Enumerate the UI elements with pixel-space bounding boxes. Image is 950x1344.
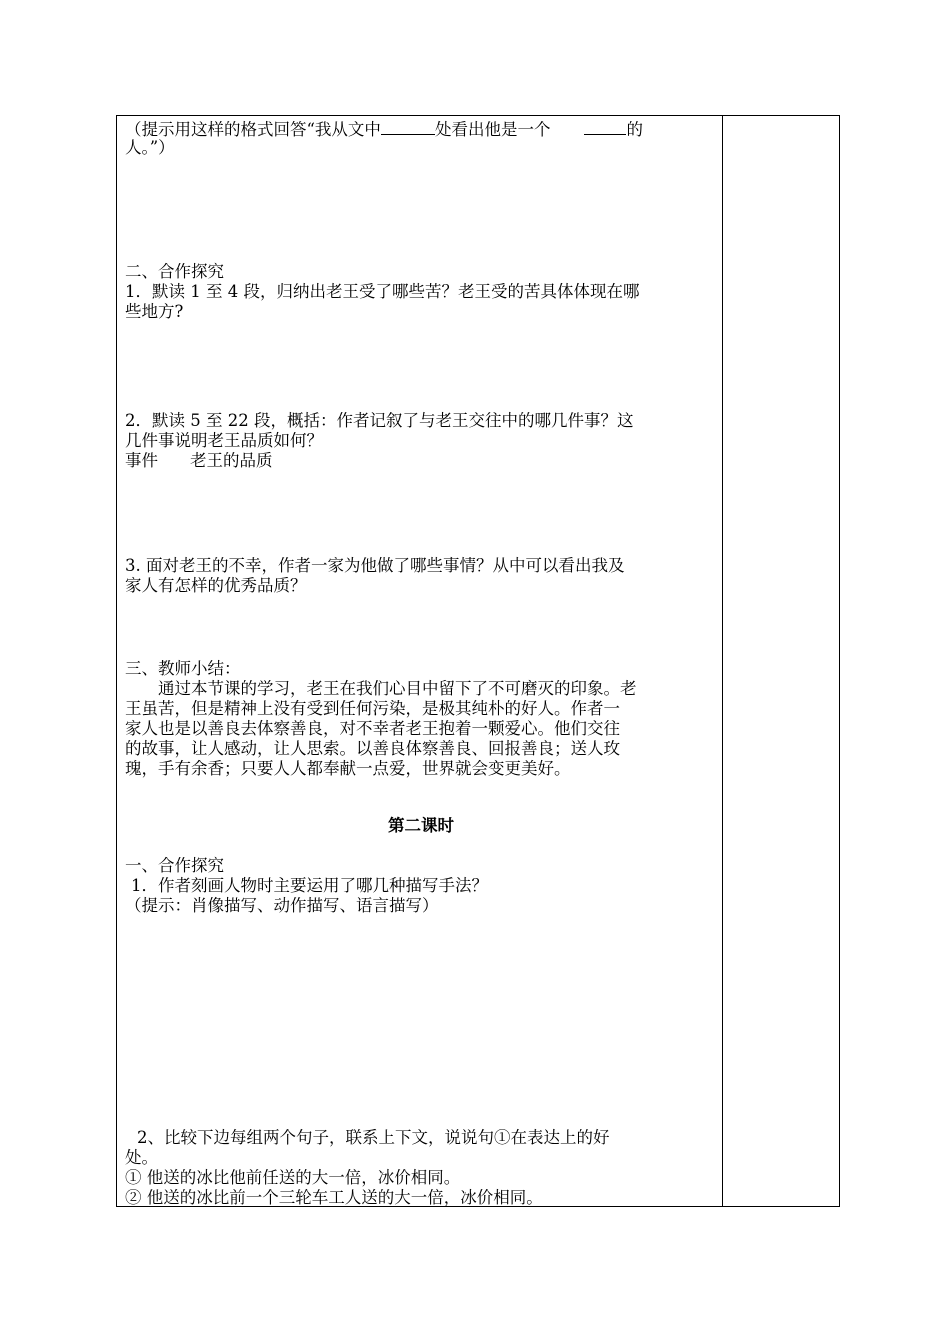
summary-line-2: 王虽苦，但是精神上没有受到任何污染，是极其纯朴的好人。作者一 [125,699,620,718]
sentence-1: ① 他送的冰比他前任送的大一倍，冰价相同。 [125,1168,461,1187]
answer-blank-2 [584,118,626,135]
q3-line-1: 3. 面对老王的不幸，作者一家为他做了哪些事情？从中可以看出我及 [125,556,625,575]
worksheet-table [116,115,840,1207]
lesson-2-q2-line-2: 处。 [125,1148,158,1167]
lesson-2-q1: 1．作者刻画人物时主要运用了哪几种描写手法？ [131,876,488,895]
lesson-2-q1-hint: （提示：肖像描写、动作描写、语言描写） [125,896,439,915]
q2-col-quality: 老王的品质 [190,451,273,470]
hint-line-1 [125,118,717,140]
q2-line-1: 2．默读 5 至 22 段，概括：作者记叙了与老王交往中的哪几件事？这 [125,411,634,430]
summary-line-5: 瑰，手有余香；只要人人都奉献一点爱，世界就会变更美好。 [125,759,571,778]
lesson-2-q2-line-1: 2、比较下边每组两个句子，联系上下文，说说句①在表达上的好 [137,1128,610,1147]
lesson-2-title: 第二课时 [388,816,454,835]
q2-line-2: 几件事说明老王品质如何？ [125,431,323,450]
q1-line-1: 1．默读 1 至 4 段，归纳出老王受了哪些苦？老王受的苦具体体现在哪 [125,282,640,301]
hint-text-3: 的 [626,120,643,139]
hint-text-1: （提示用这样的格式回答“我从文中 [125,120,381,139]
summary-line-4: 的故事，让人感动，让人思索。以善良体察善良、回报善良；送人玫 [125,739,620,758]
summary-heading: 三、教师小结： [125,659,241,678]
hint-text-2: 处看出他是一个 [434,120,551,139]
answer-blank-1 [381,118,435,135]
q2-col-event: 事件 [125,451,158,470]
q2-columns [125,451,717,471]
section-cooperate-heading: 二、合作探究 [125,262,224,281]
sentence-2: ② 他送的冰比前一个三轮车工人送的大一倍，冰价相同。 [125,1188,543,1207]
summary-line-1: 通过本节课的学习，老王在我们心目中留下了不可磨灭的印象。老 [158,679,637,698]
summary-line-3: 家人也是以善良去体察善良，对不幸者老王抱着一颗爱心。他们交往 [125,719,620,738]
lesson-2-heading: 一、合作探究 [125,856,224,875]
hint-line-2: 人。”） [125,138,175,157]
q1-line-2: 些地方? [125,302,184,321]
column-divider [722,116,723,1206]
q3-line-2: 家人有怎样的优秀品质？ [125,576,307,595]
